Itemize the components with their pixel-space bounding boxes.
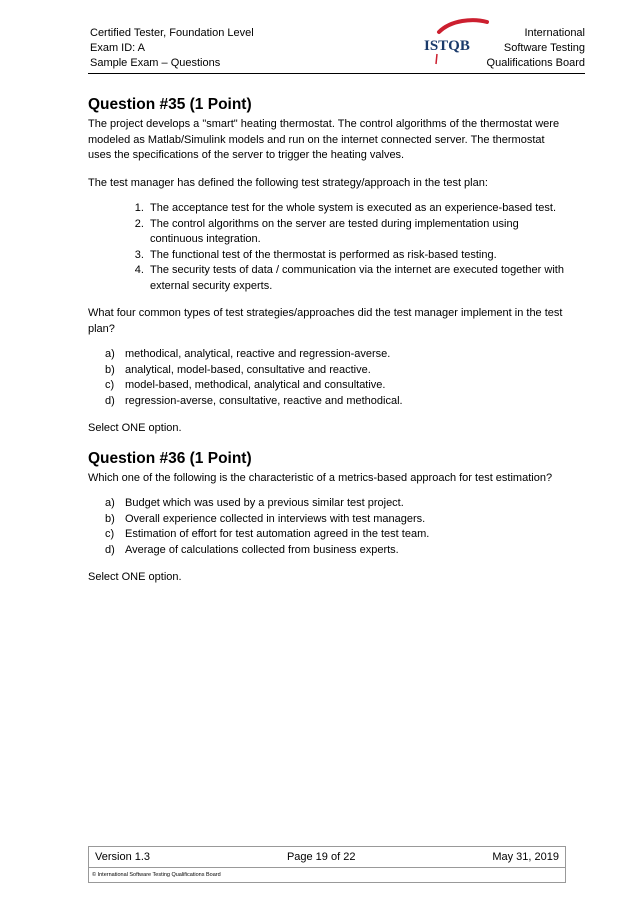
question-36-options	[88, 496, 568, 558]
footer-date: May 31, 2019	[492, 851, 559, 863]
question-35-options	[88, 347, 568, 409]
question-35	[88, 95, 568, 437]
question-36-instruction: Select ONE option.	[88, 571, 182, 583]
footer-info-row	[89, 847, 565, 868]
header-left	[90, 26, 254, 71]
footer-version: Version 1.3	[95, 851, 151, 863]
istqb-logo	[423, 18, 491, 66]
strategy-list	[88, 201, 568, 294]
header-cert-title: Certified Tester, Foundation Level	[90, 27, 254, 39]
footer-page-number: Page 19 of 22	[286, 851, 356, 863]
page-footer	[88, 846, 566, 883]
header-right	[487, 26, 585, 71]
strategy-item: 2. The control algorithms on the server are tested during implementation using continuous integration.	[147, 217, 568, 248]
strategy-item: 4. The security tests of data / communication via the internet are executed together with external security experts.	[147, 263, 568, 294]
answer-option-c[interactable]: c) Estimation of effort for test automation agreed in the test team.	[105, 528, 430, 540]
answer-option-a[interactable]: a) Budget which was used by a previous similar test project.	[105, 497, 404, 509]
answer-option-d[interactable]: d) regression-averse, consultative, reactive and methodical.	[105, 394, 403, 407]
answer-option-b[interactable]: b) Overall experience collected in interviews with test managers.	[105, 512, 426, 525]
answer-option-b[interactable]: b) analytical, model-based, consultative and reactive.	[105, 363, 371, 376]
footer-copyright: © International Software Testing Qualifications Board	[92, 872, 221, 878]
question-35-strategy-intro: The test manager has defined the following test strategy/approach in the test plan:	[88, 176, 488, 189]
question-35-question: What four common types of test strategies/approaches did the test manager implement in the test plan?	[88, 307, 563, 335]
strategy-item: 3. The functional test of the thermostat is performed as risk-based testing.	[147, 248, 568, 264]
answer-option-c[interactable]: c) model-based, methodical, analytical and consultative.	[105, 379, 386, 391]
page-content	[88, 95, 568, 598]
question-35-instruction: Select ONE option.	[88, 422, 182, 434]
header-divider	[88, 73, 585, 74]
question-35-title: Question #35 (1 Point)	[88, 96, 252, 113]
logo-wordmark: ISTQB	[424, 38, 470, 54]
header-doc-type: Sample Exam – Questions	[90, 57, 221, 69]
question-36-question: Which one of the following is the characteristic of a metrics-based approach for test estimation?	[88, 471, 553, 484]
answer-option-d[interactable]: d) Average of calculations collected from business experts.	[105, 543, 399, 556]
answer-option-a[interactable]: a) methodical, analytical, reactive and regression-averse.	[105, 348, 391, 360]
header-exam-id: Exam ID: A	[90, 42, 146, 54]
question-36	[88, 449, 568, 586]
header-org-line1: International	[524, 27, 585, 39]
header-org-line2: Software Testing	[503, 42, 585, 54]
question-35-intro: The project develops a "smart" heating thermostat. The control algorithms of the thermostat were modeled as Matlab/Simulink models and run on the internet connected server. The thermostat uses the specifications of the server to trigger the heating valves.	[88, 118, 560, 161]
question-36-title: Question #36 (1 Point)	[88, 449, 252, 467]
strategy-item: 1. The acceptance test for the whole system is executed as an experience-based test.	[147, 201, 568, 217]
header-org-line3: Qualifications Board	[486, 57, 585, 69]
